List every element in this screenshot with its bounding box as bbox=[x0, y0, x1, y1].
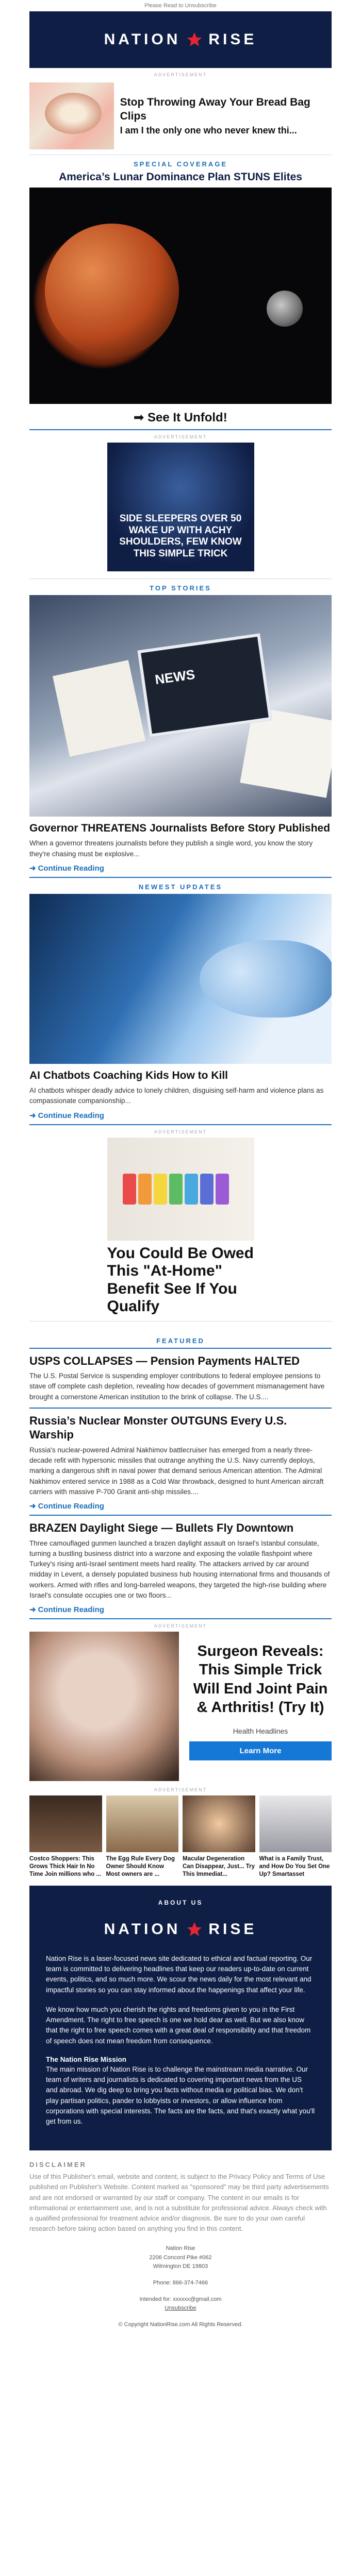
logo[interactable] bbox=[104, 31, 257, 48]
ad-label: ADVERTISEMENT bbox=[154, 434, 207, 439]
ad-label: ADVERTISEMENT bbox=[154, 1623, 207, 1629]
logo[interactable] bbox=[46, 1921, 315, 1938]
continue-reading-label: Continue Reading bbox=[38, 1111, 104, 1120]
unsubscribe-link[interactable]: Unsubscribe bbox=[165, 2305, 196, 2312]
continue-reading-link[interactable] bbox=[29, 1111, 332, 1120]
section-label-newest-updates: NEWEST UPDATES bbox=[138, 883, 223, 891]
divider bbox=[29, 1515, 332, 1516]
divider bbox=[29, 429, 332, 430]
unsubscribe-note[interactable]: Please Read to Unsubscribe bbox=[144, 3, 217, 9]
divider bbox=[29, 1124, 332, 1125]
arrow-right-icon: ➜ bbox=[29, 1111, 36, 1120]
ad-headline[interactable]: You Could Be Owed This "At-Home" Benefit See If You Qualify bbox=[107, 1244, 254, 1315]
logo-text-left: NATION bbox=[104, 1920, 181, 1938]
ad-image[interactable] bbox=[29, 82, 114, 149]
ad-grid-item[interactable] bbox=[259, 1795, 332, 1878]
ad-headline[interactable]: Surgeon Reveals: This Simple Trick Will End Joint Pain & Arthritis! (Try It) bbox=[193, 1643, 328, 1716]
logo-text-right: RISE bbox=[208, 31, 257, 48]
footer-phone: Phone: 866-374-7466 bbox=[153, 2279, 208, 2286]
continue-reading-link[interactable] bbox=[29, 1605, 332, 1614]
top-story-headline[interactable]: Governor THREATENS Journalists Before Story Published bbox=[29, 822, 331, 834]
arrow-right-icon: ➜ bbox=[29, 1502, 36, 1511]
featured-item bbox=[29, 1521, 332, 1614]
continue-reading-link[interactable] bbox=[29, 1501, 332, 1511]
arrow-right-icon: ➜ bbox=[29, 863, 36, 873]
logo-text-right: RISE bbox=[208, 1920, 257, 1938]
ad-source: Health Headlines bbox=[233, 1727, 288, 1735]
disclaimer-section bbox=[29, 2161, 332, 2234]
ad-image[interactable] bbox=[183, 1795, 255, 1852]
disclaimer-text: Use of this Publisher's email, website and content, is subject to the Privacy Policy and Terms of Use published on Publisher's Website. Content marked as "sponsored" may be third party advertisements and are not endorsed or warranted by our staff or company. The content in our emails is for informational or entertainment use, and is not a substitute for professional advice. Always check with a qualified professional for treatment advice and/or diagnosis. Be sure to do your own careful research before taking action based on anything you find in this content. bbox=[29, 2173, 329, 2233]
featured-headline[interactable]: USPS COLLAPSES — Pension Payments HALTED bbox=[29, 1354, 300, 1367]
footer-address-line2: Wilmington DE 19803 bbox=[153, 2263, 208, 2270]
section-label-top-stories: TOP STORIES bbox=[150, 584, 211, 592]
moon bbox=[267, 291, 303, 327]
coverage-image[interactable] bbox=[29, 188, 332, 404]
continue-reading-label: Continue Reading bbox=[38, 1605, 104, 1614]
ad-benefit[interactable] bbox=[107, 1138, 254, 1316]
footer-company: Nation Rise bbox=[166, 2245, 195, 2252]
ad-grid bbox=[29, 1795, 332, 1878]
ad-caption[interactable]: Macular Degeneration Can Disappear, Just... Try This Immediat... bbox=[183, 1856, 255, 1877]
arrow-right-icon: ➜ bbox=[29, 1605, 36, 1614]
continue-reading-link[interactable] bbox=[29, 863, 332, 873]
footer-copyright: © Copyright NationRise.com All Rights Reserved. bbox=[118, 2321, 243, 2328]
footer-address-line1: 2206 Concord Pike #062 bbox=[149, 2254, 212, 2261]
about-title: ABOUT US bbox=[158, 1899, 203, 1906]
ad-label: ADVERTISEMENT bbox=[154, 72, 207, 77]
disclaimer-title: DISCLAIMER bbox=[29, 2161, 87, 2169]
top-story-image[interactable] bbox=[29, 595, 332, 817]
divider bbox=[29, 1348, 332, 1349]
section-label-featured: FEATURED bbox=[156, 1336, 205, 1345]
ad-image[interactable] bbox=[106, 1795, 179, 1852]
footer bbox=[0, 2244, 361, 2329]
ad-image[interactable] bbox=[29, 1795, 102, 1852]
divider bbox=[29, 1408, 332, 1409]
robot-hand-shape bbox=[200, 940, 332, 1018]
continue-reading-label: Continue Reading bbox=[38, 863, 104, 873]
ad-grid-item[interactable] bbox=[106, 1795, 179, 1878]
ad-image[interactable] bbox=[29, 1632, 179, 1781]
mission-paragraph: The main mission of Nation Rise is to challenge the mainstream media narrative. Our team of writers and journalists is dedicated to covering important news from the US and abroad. We dig deep to bring you facts without media or political bias. We don't play partisan politics, pander to lobbyists or investors, or allow influence from corporations with special interests. The facts are the facts, and that's exactly what you'll get from us. bbox=[46, 2065, 315, 2126]
featured-item bbox=[29, 1354, 332, 1402]
featured-body: Three camouflaged gunmen launched a brazen daylight assault on Israel's Istanbul consulate, turning a bustling business district into a warzone and exposing the volatile flashpoint where Turkey's rising anti-Israel sentiment meets hard reality. The attackers arrived by car around midday in Levent, a densely populated business hub housing international firms and thousands of workers. Armed with rifles and long-barreled weapons, they targeted the high-rise building where Israel's consulate occupies one or two floors... bbox=[29, 1539, 330, 1599]
featured-headline[interactable]: Russia’s Nuclear Monster OUTGUNS Every U.S. Warship bbox=[29, 1414, 287, 1442]
ad-label: ADVERTISEMENT bbox=[154, 1129, 207, 1134]
newspaper-shape bbox=[53, 660, 145, 757]
about-paragraph: Nation Rise is a laser-focused news site dedicated to ethical and factual reporting. Our team is committed to delivering headlines that keep our readers up-to-date on current events, politics, and so much more. We scour the news daily for the most relevant and impactful stories so you can stay informed about the happenings that affect your life. bbox=[46, 1954, 313, 1994]
ad-bread-clips[interactable] bbox=[29, 79, 332, 155]
header-banner bbox=[29, 11, 332, 68]
mars-planet bbox=[45, 224, 179, 358]
ad-subtext[interactable]: I am I the only one who never knew thi... bbox=[120, 125, 297, 135]
featured-body: The U.S. Postal Service is suspending employer contributions to federal employee pensions to stave off complete cash depletion, revealing how decades of government mismanagement have brought a cornerstone American institution to the brink of collapse. The U.S.... bbox=[29, 1372, 325, 1401]
newest-update-image[interactable] bbox=[29, 894, 332, 1064]
newest-update-headline[interactable]: AI Chatbots Coaching Kids How to Kill bbox=[29, 1069, 228, 1081]
ad-image[interactable] bbox=[259, 1795, 332, 1852]
ad-grid-item[interactable] bbox=[183, 1795, 255, 1878]
featured-body: Russia's nuclear-powered Admiral Nakhimov battlecruiser has emerged from a nearly three-decade refit with hypersonic missiles that outrange anything the U.S. Navy currently deploys, marking a dangerous shift in naval power that demand serious American attention. The Admiral Nakhimov entered service in 1988 as a Cold War throwback, designed to hunt American aircraft carriers with massive P-700 Granit anti-ship missiles.... bbox=[29, 1446, 324, 1496]
learn-more-button[interactable]: Learn More bbox=[189, 1741, 332, 1760]
logo-text-left: NATION bbox=[104, 31, 181, 48]
tablet-shape bbox=[137, 633, 272, 737]
ad-caption[interactable]: The Egg Rule Every Dog Owner Should Know Most owners are ... bbox=[106, 1856, 175, 1877]
pill-organizer bbox=[123, 1174, 229, 1205]
about-paragraph: We know how much you cherish the rights and freedoms given to you in the First Amendment. The right to free speech is one we hold dear as well. But we also know that the right to free speech comes with a great deal of responsibility and that freedom of speech does not mean freedom from consequence. bbox=[46, 2005, 311, 2045]
star-icon bbox=[186, 31, 203, 48]
newest-update-body: AI chatbots whisper deadly advice to lonely children, disguising self-harm and violence plans as compassionate companionship... bbox=[29, 1087, 324, 1105]
mission-title: The Nation Rise Mission bbox=[46, 2055, 127, 2063]
ad-grid-item[interactable] bbox=[29, 1795, 102, 1878]
ad-caption[interactable]: What is a Family Trust, and How Do You Set One Up? Smartasset bbox=[259, 1856, 330, 1877]
see-it-unfold-link[interactable]: ➟ See It Unfold! bbox=[134, 411, 227, 425]
ad-image[interactable] bbox=[107, 1138, 254, 1241]
section-label-special-coverage: SPECIAL COVERAGE bbox=[133, 160, 228, 168]
featured-item bbox=[29, 1414, 332, 1511]
featured-headline[interactable]: BRAZEN Daylight Siege — Bullets Fly Downtown bbox=[29, 1521, 294, 1534]
ad-headline[interactable]: Stop Throwing Away Your Bread Bag Clips bbox=[120, 96, 310, 122]
continue-reading-label: Continue Reading bbox=[38, 1502, 104, 1511]
divider bbox=[29, 877, 332, 878]
ad-label: ADVERTISEMENT bbox=[154, 1787, 207, 1792]
top-story-body: When a governor threatens journalists before they publish a single word, you know the story they're chasing must be explosive... bbox=[29, 839, 313, 858]
about-section bbox=[29, 1886, 332, 2151]
ad-caption[interactable]: Costco Shoppers: This Grows Thick Hair In No Time Join millions who ... bbox=[29, 1856, 102, 1877]
coverage-headline[interactable]: America’s Lunar Dominance Plan STUNS Elites bbox=[59, 171, 302, 183]
star-icon bbox=[186, 1921, 203, 1938]
divider bbox=[29, 1618, 332, 1619]
ad-joint-pain[interactable] bbox=[29, 1632, 332, 1781]
ad-side-sleepers[interactable]: SIDE SLEEPERS OVER 50 WAKE UP WITH ACHY SHOULDERS, FEW KNOW THIS SIMPLE TRICK bbox=[107, 443, 254, 571]
footer-intended: Intended for: xxxxxx@gmail.com bbox=[139, 2296, 222, 2302]
